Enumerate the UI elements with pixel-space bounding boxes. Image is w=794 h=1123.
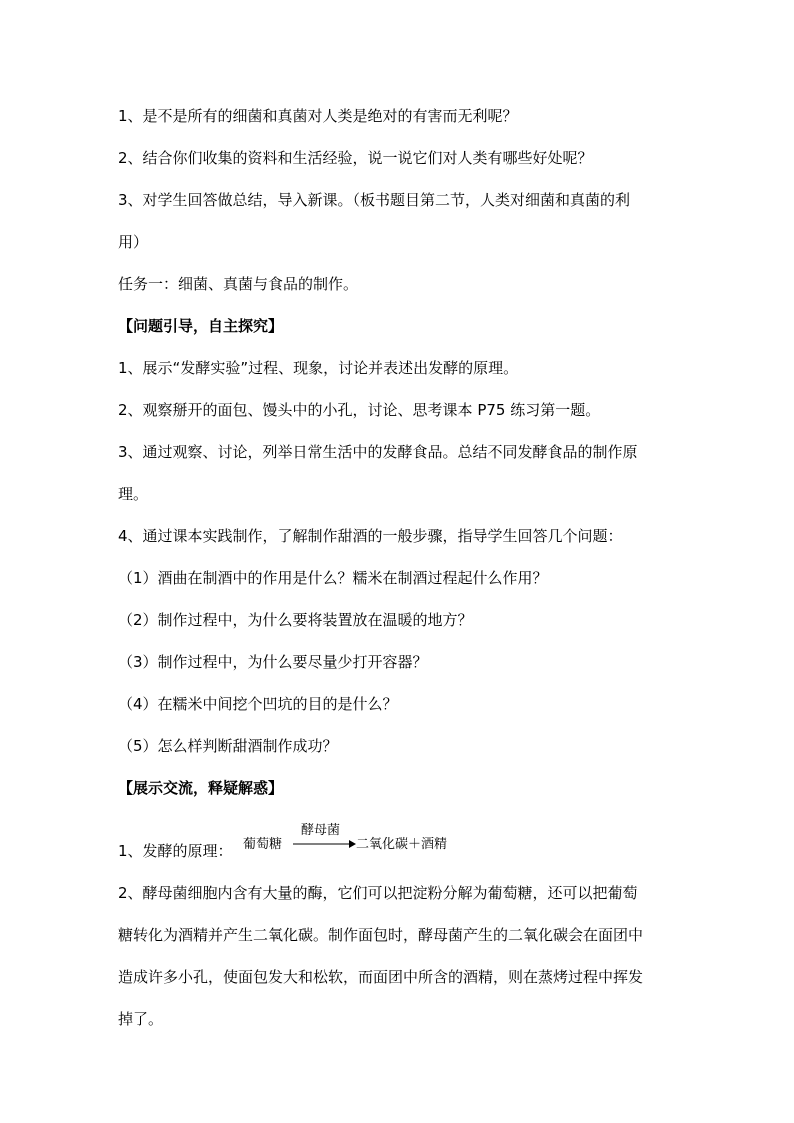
text-line: 2、结合你们收集的资料和生活经验，说一说它们对人类有哪些好处呢？ [118, 149, 593, 167]
reaction-arrow-icon [293, 837, 357, 851]
question-item: （2）制作过程中，为什么要将装置放在温暖的地方？ [118, 611, 473, 629]
task-heading: 任务一：细菌、真菌与食品的制作。 [118, 275, 359, 293]
text-line: 3、对学生回答做总结，导入新课。（板书题目第二节，人类对细菌和真菌的利 [118, 191, 631, 209]
equation-reactant: 葡萄糖 [243, 837, 283, 852]
text-line: 造成许多小孔，使面包发大和松软，而面团中所含的酒精，则在蒸烤过程中挥发 [118, 968, 644, 986]
text-line: 2、酵母菌细胞内含有大量的酶，它们可以把淀粉分解为葡萄糖，还可以把葡萄 [118, 884, 638, 902]
equation-catalyst: 酵母菌 [301, 823, 341, 838]
section-heading: 【展示交流，释疑解惑】 [118, 779, 284, 797]
text-line: 糖转化为酒精并产生二氧化碳。制作面包时，酵母菌产生的二氧化碳会在面团中 [118, 926, 644, 944]
text-line: 2、观察掰开的面包、馒头中的小孔，讨论、思考课本 P75 练习第一题。 [118, 401, 601, 419]
question-item: （3）制作过程中，为什么要尽量少打开容器？ [118, 653, 428, 671]
text-line: 4、通过课本实践制作，了解制作甜酒的一般步骤，指导学生回答几个问题： [118, 527, 623, 545]
text-line: 理。 [118, 485, 149, 503]
text-line: 掉了。 [118, 1010, 164, 1028]
text-line: 1、是不是所有的细菌和真菌对人类是绝对的有害而无利呢？ [118, 107, 518, 125]
text-line: 1、发酵的原理： [118, 842, 233, 860]
question-item: （1）酒曲在制酒中的作用是什么？糯米在制酒过程起什么作用？ [118, 569, 548, 587]
text-line: 用） [118, 233, 149, 251]
equation-product: 二氧化碳＋酒精 [356, 837, 448, 852]
fermentation-equation [243, 823, 463, 853]
question-item: （5）怎么样判断甜酒制作成功？ [118, 737, 338, 755]
text-line: 3、通过观察、讨论，列举日常生活中的发酵食品。总结不同发酵食品的制作原 [118, 443, 638, 461]
question-item: （4）在糯米中间挖个凹坑的目的是什么？ [118, 695, 398, 713]
section-heading: 【问题引导，自主探究】 [118, 317, 284, 335]
text-line: 1、展示“发酵实验”过程、现象，讨论并表述出发酵的原理。 [118, 359, 519, 377]
